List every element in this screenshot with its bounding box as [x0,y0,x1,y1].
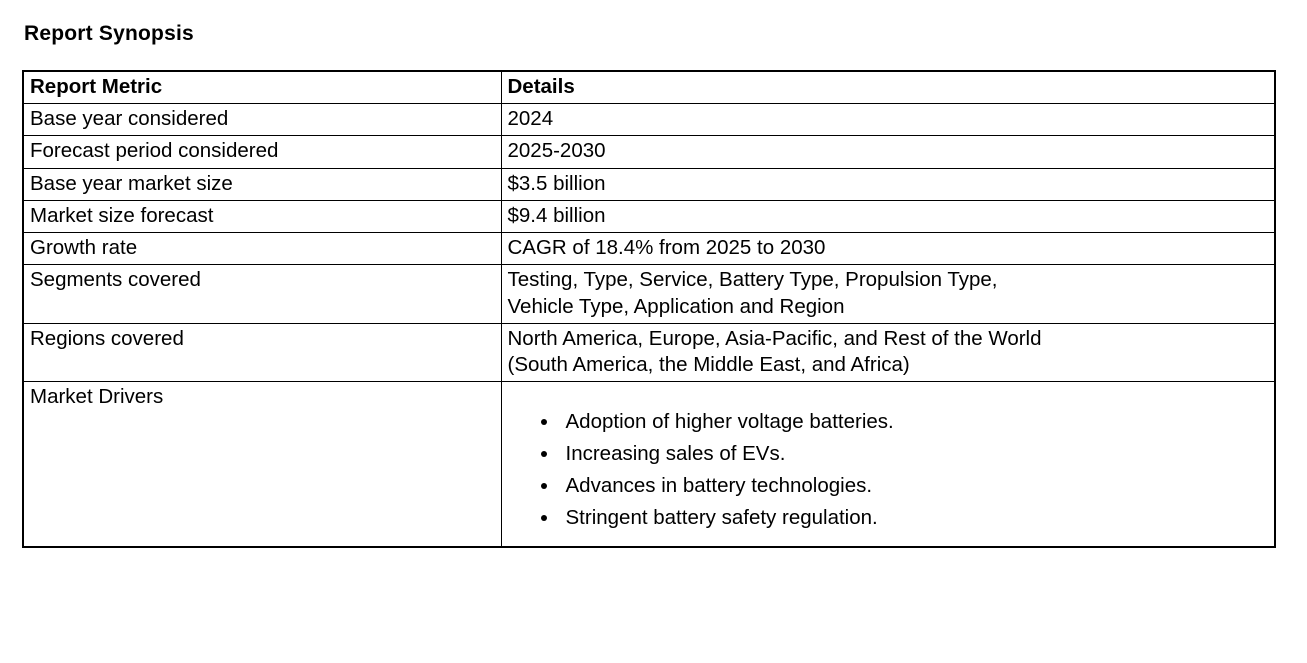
list-item: • Increasing sales of EVs. [560,438,1269,470]
row-details-value: CAGR of 18.4% from 2025 to 2030 [501,233,1275,265]
row-details-value: 2024 [501,104,1275,136]
row-details-value [501,382,1275,548]
row-details-value: $9.4 billion [501,200,1275,232]
details-line: Testing, Type, Service, Battery Type, Propulsion Type, [507,268,998,292]
details-line: North America, Europe, Asia-Pacific, and Rest of the World [507,326,1042,350]
row-details-value [501,323,1275,381]
page-title: Report Synopsis [24,22,194,45]
row-metric-label: Base year market size [23,168,501,200]
table-row [23,136,1275,168]
column-header-details: Details [501,71,1275,104]
row-metric-label: Growth rate [23,233,501,265]
table-row [23,200,1275,232]
row-details-value [501,265,1275,323]
table-row [23,265,1275,323]
table-row-market-drivers [23,382,1275,548]
row-metric-label: Regions covered [23,323,501,381]
details-line: Vehicle Type, Application and Region [507,294,845,318]
row-details-value: 2025-2030 [501,136,1275,168]
column-header-metric: Report Metric [23,71,501,104]
row-metric-label: Base year considered [23,104,501,136]
market-drivers-list [508,406,1269,533]
table-row [23,233,1275,265]
list-item: • Advances in battery technologies. [560,470,1269,502]
table-row [23,104,1275,136]
table-header-row [23,71,1275,104]
row-metric-label: Segments covered [23,265,501,323]
table-row [23,323,1275,381]
list-item: • Stringent battery safety regulation. [560,502,1269,534]
details-line: (South America, the Middle East, and Africa) [507,353,910,377]
row-details-value: $3.5 billion [501,168,1275,200]
table-row [23,168,1275,200]
row-metric-label: Market Drivers [23,382,501,548]
row-metric-label: Market size forecast [23,200,501,232]
list-item: • Adoption of higher voltage batteries. [560,406,1269,438]
report-synopsis-table [22,70,1276,548]
row-metric-label: Forecast period considered [23,136,501,168]
